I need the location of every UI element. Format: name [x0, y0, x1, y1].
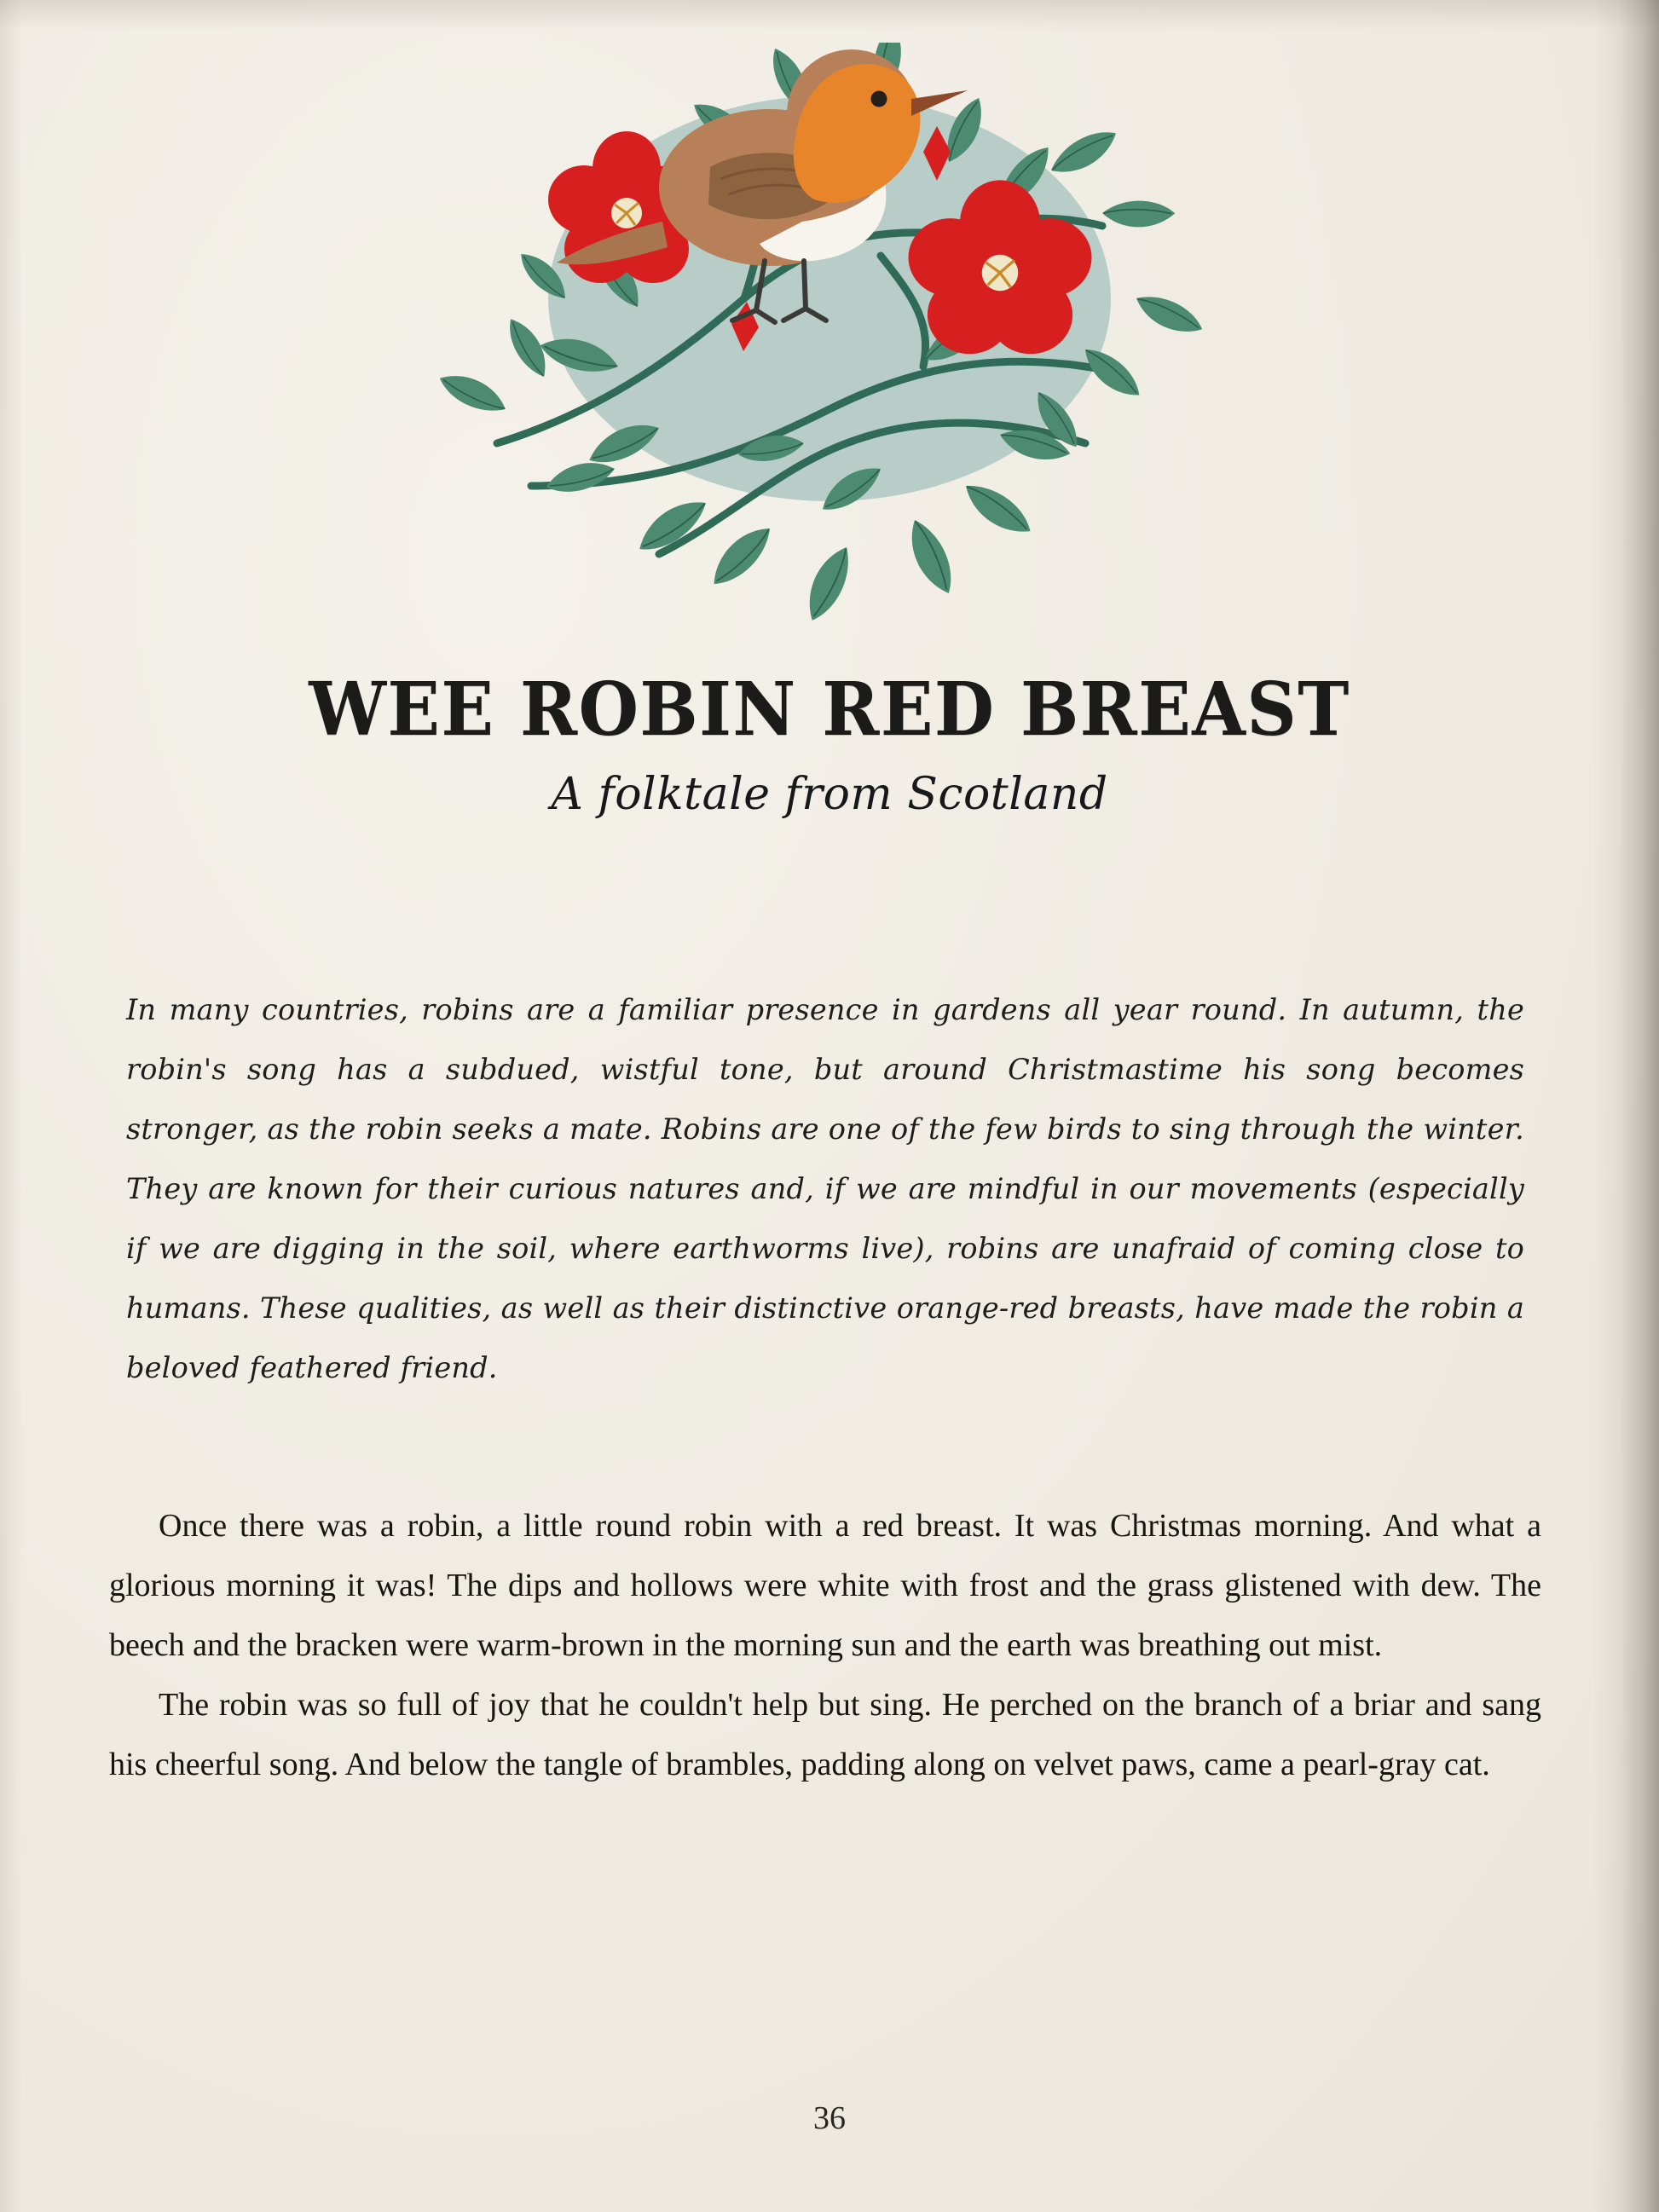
page-left-shadow: [0, 0, 22, 2212]
story-paragraph-2: The robin was so full of joy that he couldn't help but sing. He perched on the branch of a briar and sang his cheerful song. And below the tangle of brambles, padding along on velvet paws, came a pearl-gray cat.: [109, 1687, 1541, 1782]
page-right-edge-shadow: [1593, 0, 1659, 2212]
story-paragraph-1: Once there was a robin, a little round robin with a red breast. It was Christmas morning. And what a glorious morning it was! The dips and hollows were white with frost and the grass glistened with dew. The beech and the bracken were warm-brown in the morning sun and the earth was breathing out mist.: [109, 1508, 1541, 1663]
title-block: [0, 667, 1659, 820]
page-number: 36: [813, 2100, 846, 2136]
intro-paragraph: In many countries, robins are a familiar presence in gardens all year round. In autumn, the robin's song has a subdued, wistful tone, but around Christmastime his song becomes stronger, as the robin seeks a mate. Robins are one of the few birds to sing through the winter. They are known for their curious natures and, if we are mindful in our movements (especially if we are digging in the soil, where earthworms live), robins are unafraid of coming close to humans. These qualities, as well as their distinctive orange-red breasts, have made the robin a beloved feathered friend.: [126, 993, 1524, 1384]
story-body: [109, 1496, 1541, 1794]
page-top-shadow: [0, 0, 1659, 31]
robin-on-briar-illustration: [403, 43, 1256, 622]
page-title: WEE ROBIN RED BREAST: [309, 667, 1350, 753]
page-subtitle: A folktale from Scotland: [551, 769, 1108, 820]
